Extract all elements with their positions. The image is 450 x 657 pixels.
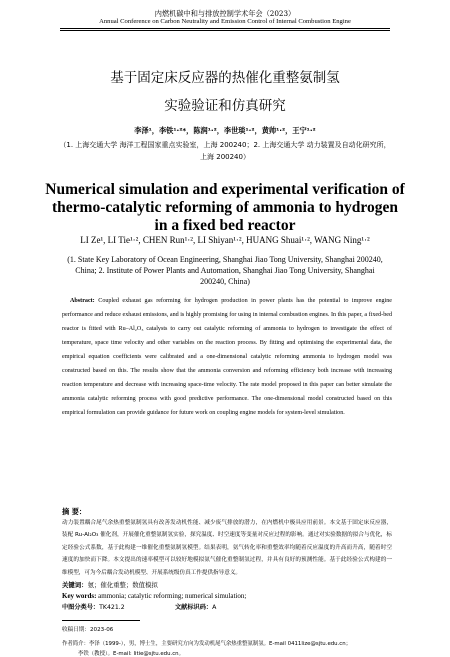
clc-label: 中图分类号： xyxy=(62,604,100,611)
affiliation-cn-line1: （1. 上海交通大学 海洋工程国家重点实验室，上海 200240；2. 上海交通大学 动力装置及自动化研究所， xyxy=(59,141,391,149)
clc-value: TK421.2 xyxy=(99,604,125,611)
title-en-line3: in a fixed bed reactor xyxy=(154,217,296,234)
abstract-cn-text: 动力装置耦合尾气余热重整氨制氢具有改善发动机性能、减少废气排放的潜力，在内燃机中极具应用前景。本文基于固定床反应器，装配 Ru-Al₂O₃ 催化剂，开展催化重整氨制氢实验，探究温度、时空速度等变量对反应过程的影响。通过对实验数据的拟合与优化，标定经验公式系数，基于此构建一维催化重整氨制氢模型。结果表明，氨气转化率和重整效率均随着反应温度的升高而升高，随着时空速度的加快而下降。本文提出的速率模型可以较好地模拟氨气催化重整制氢过程，并具有良好的预测性能。基于此经验公式构建的一维模型，可为今后耦合发动机模型、开展系统级仿真工作提供指导意义。 xyxy=(62,520,392,576)
header-rule-thin xyxy=(60,30,390,31)
affiliation-cn-line2: 上海 200240） xyxy=(200,153,250,161)
author-info-line1: 作者简介：李泽（1999-），男，博士生，主要研究方向为发动机尾气余热重整氨制氢。E-mail 0411lize@sjtu.edu.cn； xyxy=(62,641,352,647)
doc-code-label: 文献标识码： xyxy=(175,604,213,611)
abstract-en-text: Coupled exhaust gas reforming for hydrogen production in power plants has the potential to improve engine performance and reduce exhaust emissions, and is highly promising for using in internal combustion engines. In this paper, a fixed-bed reactor is fitted with Ru–Al₂O₃ catalysts to carry out catalytic reforming of ammonia to hydrogen to investigate the effect of temperature, space time velocity and other variables on the reaction process. By fitting and optimising the experimental data, the empirical equation coefficients were calibrated and a one-dimensional catalytic reforming ammonia to hydrogen model was constructed based on this. The results show that the ammonia conversion and reforming efficiency both increase with increasing reaction temperature and decrease with increasing space-time velocity. The rate model proposed in this paper can better simulate the ammonia catalytic reforming process with good predictive performance. The one-dimensional model constructed based on this empirical formulation can provide guidance for future work on coupling engine models for system-level simulation. xyxy=(62,298,392,416)
affiliation-en-line2: China; 2. Institute of Power Plants and Automation, Shanghai Jiao Tong University, Shanghai xyxy=(75,266,375,275)
title-cn-line2: 实验验证和仿真研究 xyxy=(164,98,286,114)
keywords-en-text: ammonia; catalytic reforming; numerical simulation; xyxy=(98,592,247,600)
keywords-cn-label: 关键词： xyxy=(62,581,88,589)
authors-en: LI Ze¹, LI Tie¹·², CHEN Run¹·², LI Shiyan¹·², HUANG Shuai¹·², WANG Ning¹·² xyxy=(80,235,370,245)
abstract-en xyxy=(62,294,392,420)
clc-number xyxy=(62,602,125,611)
affiliation-en-line1: (1. State Key Laboratory of Ocean Engineering, Shanghai Jiao Tong University, Shanghai 200240, xyxy=(67,255,383,264)
title-en-line2: thermo-catalytic reforming of ammonia to hydrogen xyxy=(52,199,398,216)
running-header-en: Annual Conference on Carbon Neutrality and Emission Control of Internal Combustion Engine xyxy=(99,18,351,25)
abstract-cn-label: 摘 要： xyxy=(62,507,87,516)
abstract-en-label: Abstract: xyxy=(70,298,95,304)
title-cn-line1: 基于固定床反应器的热催化重整氨制氢 xyxy=(110,70,340,86)
keywords-cn-text: 氨；催化重整；数值模拟 xyxy=(87,581,158,589)
keywords-cn xyxy=(62,580,158,589)
doc-code-value: A xyxy=(212,604,217,611)
footnote-rule xyxy=(62,620,140,621)
title-en-line1: Numerical simulation and experimental verification of xyxy=(45,181,405,198)
header-rule-thick xyxy=(60,28,390,29)
received-date: 收稿日期：2023-06 xyxy=(62,627,114,633)
keywords-en xyxy=(62,592,246,600)
keywords-en-label: Key words: xyxy=(62,592,97,600)
author-info-line2: 李铁（教授）。E-mail: litie@sjtu.edu.cn。 xyxy=(78,651,184,657)
document-code xyxy=(175,602,216,611)
authors-cn: 李泽¹，李铁¹·²*，陈润¹·²，李世琰¹·²，黄帅¹·²，王宁¹·² xyxy=(134,126,316,135)
running-header-cn: 内燃机碳中和与排放控制学术年会（2023） xyxy=(154,9,296,18)
affiliation-en-line3: 200240, China) xyxy=(200,277,250,286)
